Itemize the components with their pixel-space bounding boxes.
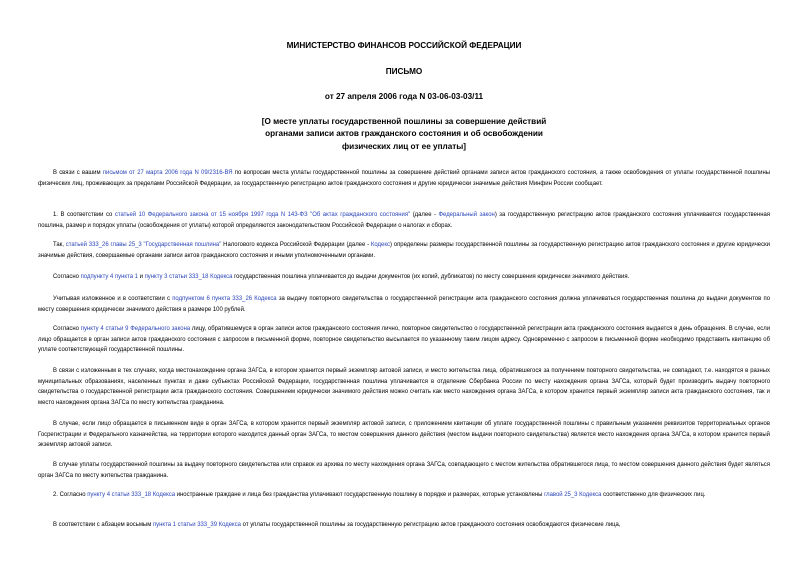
paragraph-exemption — [38, 520, 770, 531]
text-run: Учитывая изложенное и в соответствии с — [53, 296, 173, 302]
link-federal-law[interactable]: Федеральный закон — [438, 212, 495, 218]
paragraph-intro — [38, 168, 770, 189]
text-run: от уплаты государственной пошлины за государственную регистрацию актов гражданского состояния освобождаются физические лица, — [241, 522, 621, 528]
text-run: иностранные граждане и лица без гражданства уплачивают государственную пошлину в порядке и размерах, которые установлены — [175, 492, 545, 498]
text-run: соответственно для физических лиц. — [601, 492, 706, 498]
text-run: Так, — [53, 242, 66, 248]
paragraph-tax-code — [38, 240, 770, 261]
paragraph-written-request — [38, 419, 770, 451]
text-run: 2. Согласно — [53, 492, 88, 498]
text-run: по вопросам места уплаты государственной пошлины за совершение действий органами записи актов гражданского состояния, а также освобождения от уплаты государственной пошлины физических лиц, проживающих за пределами Российской Федерации, за государственную регистрацию актов гражданского состояния и другие юридически значимые действия Минфин России сообщает. — [38, 170, 770, 187]
link-federal-law-article-10[interactable]: статьей 10 Федерального закона от 15 ноября 1997 года N 143-ФЗ "Об актах гражданского состояния" — [114, 212, 411, 218]
text-run: (далее - — [410, 212, 439, 218]
paragraph-issue-day — [38, 324, 770, 356]
paragraph-payment-time — [38, 272, 770, 283]
text-run: Согласно — [53, 326, 81, 332]
text-run: ) за государственную регистрацию актов гражданского состояния уплачивается государственная пошлина, размер и порядок уплаты (освобождения от уплаты) которой определяются законодательством Российской Федерации о налогах и сборах. — [38, 212, 771, 229]
subject-line-1: [О месте уплаты государственной пошлины за совершение действий — [261, 117, 547, 126]
document-subject — [38, 116, 770, 153]
document-type-heading: ПИСЬМО — [385, 67, 423, 76]
link-letter[interactable]: письмом от 27 марта 2006 года N 09/2316-ВЯ — [102, 170, 233, 176]
text-run: ) определены размеры государственной пошлины за государственную регистрацию актов гражданского состояния и другие юридически значимые действия, совершаемые органами записи актов гражданского состояния и иными уполномоченными органами. — [38, 242, 770, 259]
subject-line-2: органами записи актов гражданского состояния и об освобождении — [265, 129, 543, 139]
text-run: Согласно — [53, 274, 81, 280]
text-run: В случае, если лицо обращается в письменном виде в орган ЗАГСа, в котором хранится первый экземпляр актовой записи, с приложением квитанции об уплате государственной пошлины с правильным указанием реквизитов территориальных органов Госрегистрации и Федерального казначейства, на территории которого находится данный орган ЗАГСа, то местом совершения данного действия (местом выдачи повторного свидетельства) является место нахождения органа ЗАГСа, в котором хранится первый экземпляр актовой записи. — [38, 421, 770, 449]
document-date-number: от 27 апреля 2006 года N 03-06-03-03/11 — [324, 92, 484, 101]
link-article-333-39[interactable]: пункта 1 статьи 333_39 Кодекса — [152, 522, 241, 528]
link-article-333-18[interactable]: пункту 3 статьи 333_18 Кодекса — [144, 274, 233, 280]
paragraph-local-payment — [38, 460, 770, 481]
text-run: за выдачу повторного свидетельства о государственной регистрации акта гражданского состояния должна уплачиваться государственная пошлина до выдачи документов по месту совершения юридически значимого действия в размере 100 рублей. — [38, 296, 770, 313]
link-article-9-federal-law[interactable]: пункту 4 статьи 9 Федерального закона — [80, 326, 191, 332]
paragraph-1 — [38, 210, 770, 231]
paragraph-2-foreigners — [38, 490, 770, 501]
paragraph-repeat-certificate — [38, 294, 770, 315]
link-chapter-25-3[interactable]: главой 25_3 Кодекса — [544, 492, 602, 498]
text-run: В связи с вашим — [53, 170, 103, 176]
text-run: В связи с изложенным в тех случаях, когда местонахождение органа ЗАГСа, в котором хранится первый экземпляр актовой записи, и место жительства лица, обратившегося за получением повторного свидетельства, не совпадают, т.е. находятся в разных муниципальных образованиях, населенных пунктах и даже субъектах Российской Федерации, государственная пошлина уплачивается в отделение Сбербанка России по месту нахождения органа ЗАГСа, который будет производить выдачу повторного свидетельства о государственной регистрации акта гражданского состояния. Совершением юридически значимого действия можно считать как место нахождения органа ЗАГСа, в котором хранится первый экземпляр записи акта гражданского состояния, так и место нахождения органа ЗАГСа по месту жительства гражданина. — [38, 368, 770, 406]
text-run: государственная пошлина уплачивается до выдачи документов (их копий, дубликатов) по месту совершения юридически значимого действия. — [232, 274, 630, 280]
text-run: Налогового кодекса Российской Федерации (далее - — [221, 242, 371, 248]
text-run: 1. В соответствии со — [53, 212, 115, 218]
link-article-333-26[interactable]: статьей 333_26 главы 25_3 "Государственная пошлина" — [65, 242, 222, 248]
subject-line-3: физических лиц от ее уплаты] — [342, 141, 466, 151]
text-run: лицу, обратившемуся в орган записи актов гражданского состояния лично, повторное свидетельство о государственной регистрации акта гражданского состояния выдается в день обращения. В случае, если лицо обращается в орган записи актов гражданского состояния с запросом в письменной форме, повторное свидетельство высылается по указанному таким лицом адресу. Одновременно с запросом в письменной форме необходимо представить квитанцию об уплате соответствующей государственной пошлины. — [38, 326, 771, 354]
link-article-333-18-p4[interactable]: пункту 4 статьи 333_18 Кодекса — [87, 492, 176, 498]
paragraph-location-mismatch — [38, 366, 770, 408]
link-subparagraph-6[interactable]: подпунктом 6 пункта 333_26 Кодекса — [172, 296, 277, 302]
link-subparagraph-4[interactable]: подпункту 4 пункта 1 — [80, 274, 138, 280]
ministry-heading: МИНИСТЕРСТВО ФИНАНСОВ РОССИЙСКОЙ ФЕДЕРАЦИИ — [286, 41, 522, 50]
text-run: В соответствии с абзацем восьмым — [53, 522, 153, 528]
link-code[interactable]: Кодекс — [370, 242, 390, 248]
text-run: В случае уплаты государственной пошлины за выдачу повторного свидетельства или справок из архива по месту нахождения органа ЗАГСа, совпадающего с местом жительства обратившегося лица, то местом совершения данного действия будет являться орган ЗАГСа по месту жительства гражданина. — [38, 462, 770, 479]
text-run: и — [137, 274, 145, 280]
